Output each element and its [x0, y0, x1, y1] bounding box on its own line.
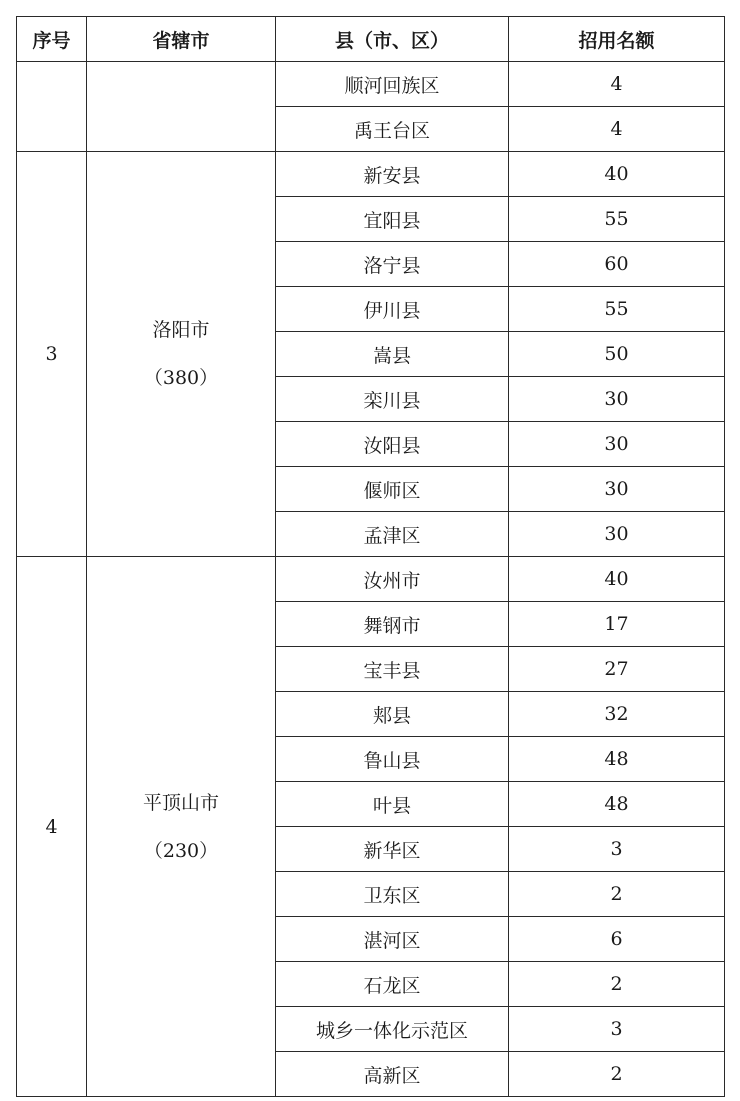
- quota-cell: 2: [509, 872, 725, 917]
- quota-cell: 50: [509, 332, 725, 377]
- county-cell: 偃师区: [276, 467, 509, 512]
- county-cell: 洛宁县: [276, 242, 509, 287]
- county-cell: 新华区: [276, 827, 509, 872]
- seq-cell: [17, 62, 87, 152]
- quota-cell: 2: [509, 1052, 725, 1097]
- quota-cell: 30: [509, 377, 725, 422]
- table-row: [17, 557, 725, 602]
- quota-cell: 27: [509, 647, 725, 692]
- county-cell: 栾川县: [276, 377, 509, 422]
- county-cell: 伊川县: [276, 287, 509, 332]
- table-row: [17, 62, 725, 107]
- county-cell: 郏县: [276, 692, 509, 737]
- quota-cell: 4: [509, 107, 725, 152]
- quota-cell: 30: [509, 422, 725, 467]
- county-cell: 湛河区: [276, 917, 509, 962]
- table-header: [17, 17, 725, 62]
- quota-cell: 30: [509, 512, 725, 557]
- county-cell: 宝丰县: [276, 647, 509, 692]
- quota-cell: 40: [509, 557, 725, 602]
- municipality-cell: [87, 557, 276, 1097]
- seq-cell: 4: [17, 557, 87, 1097]
- quota-cell: 60: [509, 242, 725, 287]
- county-cell: 叶县: [276, 782, 509, 827]
- municipality-total: （230）: [143, 839, 219, 862]
- county-cell: 石龙区: [276, 962, 509, 1007]
- header-seq: 序号: [17, 17, 87, 62]
- header-county: 县（市、区）: [276, 17, 509, 62]
- county-cell: 禹王台区: [276, 107, 509, 152]
- table-row: [17, 152, 725, 197]
- county-cell: 鲁山县: [276, 737, 509, 782]
- county-cell: 城乡一体化示范区: [276, 1007, 509, 1052]
- header-row: [17, 17, 725, 62]
- municipality-name: 洛阳市: [152, 319, 210, 341]
- county-cell: 顺河回族区: [276, 62, 509, 107]
- county-cell: 新安县: [276, 152, 509, 197]
- county-cell: 高新区: [276, 1052, 509, 1097]
- county-cell: 嵩县: [276, 332, 509, 377]
- quota-cell: 3: [509, 827, 725, 872]
- header-municipality: 省辖市: [87, 17, 276, 62]
- quota-cell: 17: [509, 602, 725, 647]
- table-body: [17, 62, 725, 1097]
- quota-cell: 2: [509, 962, 725, 1007]
- header-quota: 招用名额: [509, 17, 725, 62]
- quota-table: [16, 16, 725, 1097]
- municipality-cell: [87, 152, 276, 557]
- seq-cell: 3: [17, 152, 87, 557]
- quota-cell: 32: [509, 692, 725, 737]
- county-cell: 舞钢市: [276, 602, 509, 647]
- quota-cell: 55: [509, 287, 725, 332]
- quota-cell: 4: [509, 62, 725, 107]
- quota-cell: 55: [509, 197, 725, 242]
- municipality-cell: [87, 62, 276, 152]
- municipality-name: 平顶山市: [142, 791, 219, 814]
- municipality-total: （380）: [143, 367, 219, 389]
- county-cell: 宜阳县: [276, 197, 509, 242]
- county-cell: 孟津区: [276, 512, 509, 557]
- quota-cell: 48: [509, 737, 725, 782]
- county-cell: 汝州市: [276, 557, 509, 602]
- quota-cell: 40: [509, 152, 725, 197]
- quota-cell: 6: [509, 917, 725, 962]
- quota-cell: 30: [509, 467, 725, 512]
- quota-cell: 48: [509, 782, 725, 827]
- quota-cell: 3: [509, 1007, 725, 1052]
- county-cell: 卫东区: [276, 872, 509, 917]
- county-cell: 汝阳县: [276, 422, 509, 467]
